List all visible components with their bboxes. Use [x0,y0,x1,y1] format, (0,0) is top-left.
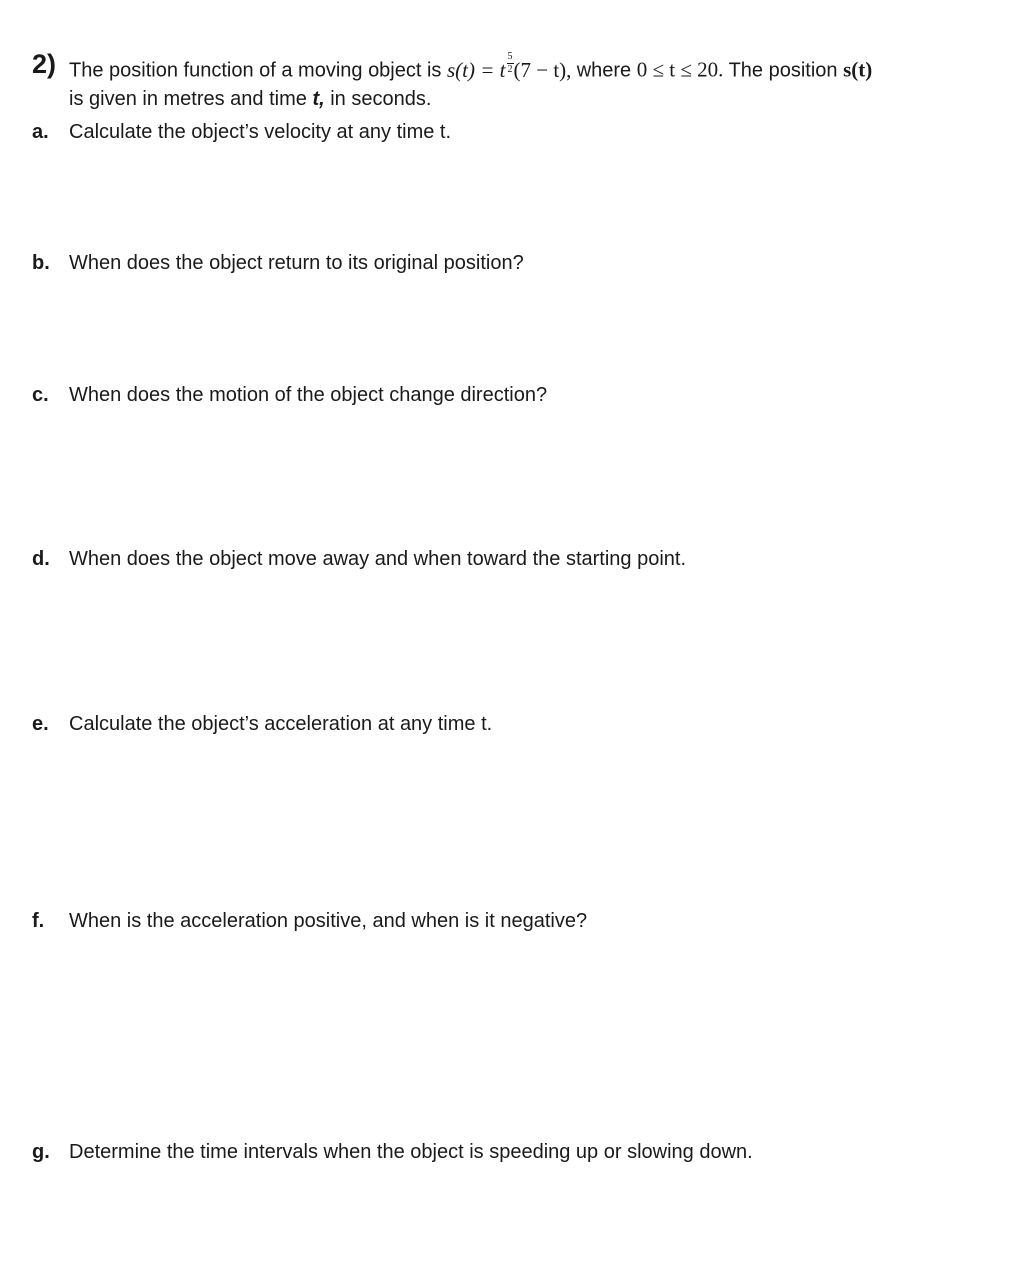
part-text: When does the object return to its original position? [69,252,524,274]
domain-formula: 0 ≤ t ≤ 20. [636,57,724,82]
question-intro-line-1 [69,52,872,85]
part-label: g. [32,1141,50,1163]
part-text: Calculate the object’s acceleration at any time t. [69,713,493,735]
part-text: When does the motion of the object change direction? [69,384,548,406]
question-intro-line-2 [69,85,431,113]
exponent-numerator: 5 [507,51,513,62]
line2-t: t, [312,88,325,110]
formula-lhs: s(t) = [447,57,495,82]
where-word: where [576,59,632,82]
part-text: Determine the time intervals when the object is speeding up or slowing down. [69,1141,753,1163]
formula-exponent [507,52,514,75]
formula-rest: (7 − t), [513,57,572,82]
part-label: b. [32,252,50,274]
part-label: d. [32,548,50,570]
position-formula [447,51,577,82]
part-text: Calculate the object’s velocity at any time t. [69,121,452,143]
part-label: a. [32,121,49,143]
position-intro: The position [728,59,838,82]
line2-end: in seconds. [330,88,432,110]
part-label: c. [32,384,49,406]
question-number: 2) [32,49,57,79]
part-text: When is the acceleration positive, and when is it negative? [69,910,588,932]
position-symbol: s(t) [843,57,873,82]
part-label: f. [32,910,45,932]
exponent-denominator: 2 [507,64,513,75]
part-label: e. [32,713,49,735]
line2-start: is given in metres and time [69,88,307,110]
intro-text: The position function of a moving object is [69,59,442,82]
part-text: When does the object move away and when toward the starting point. [69,548,687,570]
formula-base: t [499,57,506,82]
